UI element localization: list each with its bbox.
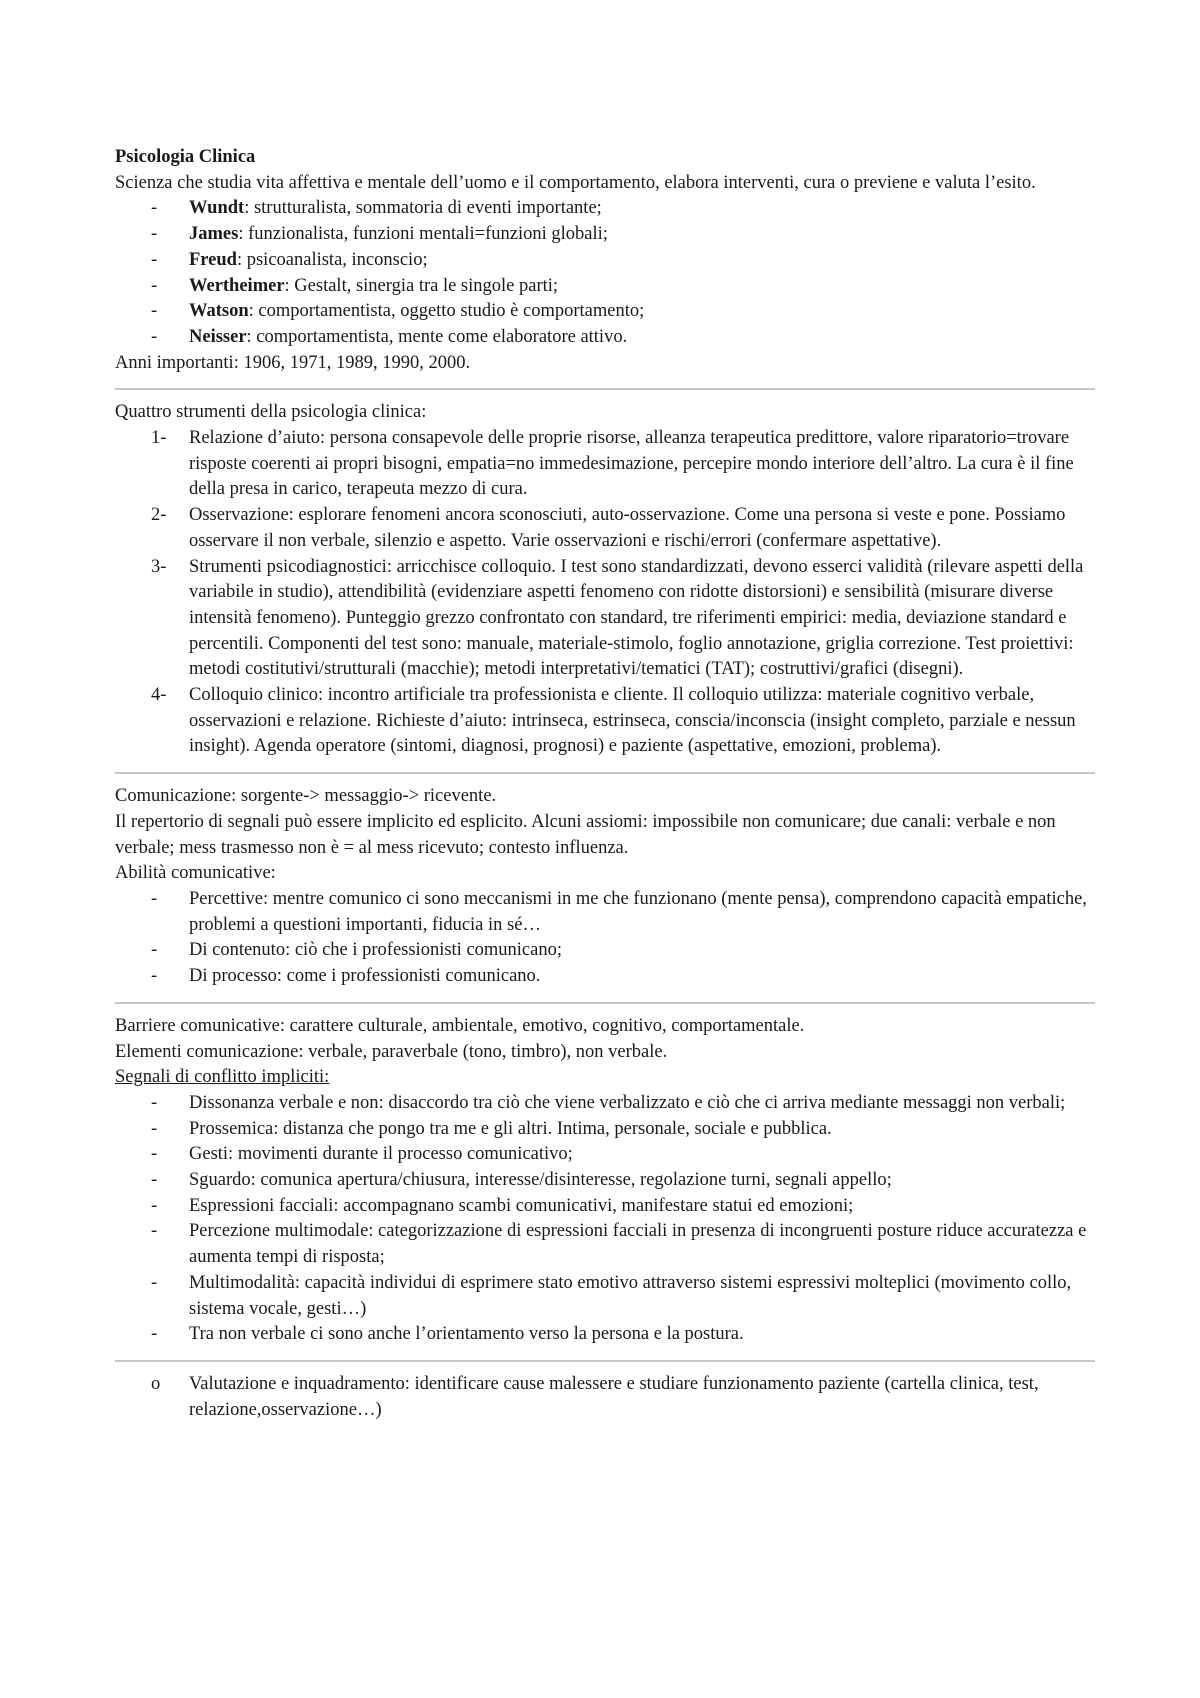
bullet-dash: -: [151, 275, 158, 296]
bullet-dash: -: [151, 224, 158, 245]
document-title: Psicologia Clinica: [115, 147, 256, 167]
list-number: 3-: [151, 556, 167, 577]
bullet-dash: -: [151, 940, 158, 961]
list-item: [115, 1372, 1095, 1423]
list-item: [115, 555, 1095, 684]
intro-paragraph: Scienza che studia vita affettiva e mentale dell’uomo e il comportamento, elabora interventi, cura o previene e valuta l’esito.: [115, 172, 1036, 193]
elements-line: Elementi comunicazione: verbale, paraverbale (tono, timbro), non verbale.: [115, 1041, 668, 1062]
psychologists-list: [115, 196, 1095, 350]
list-item-text: Di processo: come i professionisti comunicano.: [189, 966, 541, 987]
list-item: [115, 1194, 1095, 1220]
bullet-dash: -: [151, 1221, 158, 1242]
list-number: 4-: [151, 685, 167, 706]
bullet-dash: -: [151, 888, 158, 909]
list-item: [115, 196, 1095, 222]
bullet-dash: -: [151, 1170, 158, 1191]
list-item-text: Percettive: mentre comunico ci sono meccanismi in me che funzionano (mente pensa), comprendono capacità empatiche, problemi a questioni importanti, fiducia in sé…: [189, 888, 1087, 935]
psychologist-name: Wundt: [189, 198, 245, 219]
psychologist-name: Wertheimer: [189, 275, 285, 296]
list-item-text: Espressioni facciali: accompagnano scambi comunicativi, manifestare statui ed emozioni;: [189, 1195, 854, 1216]
list-item: [115, 222, 1095, 248]
conflict-signals-heading: Segnali di conflitto impliciti:: [115, 1067, 330, 1088]
list-number: 2-: [151, 505, 167, 526]
psychologist-description: : comportamentista, oggetto studio è comportamento;: [248, 301, 645, 322]
section-divider: [115, 1002, 1095, 1004]
list-item-text: Percezione multimodale: categorizzazione di espressioni facciali in presenza di incongruenti posture riduce accuratezza e aumenta tempi di risposta;: [189, 1221, 1087, 1268]
list-item: [115, 683, 1095, 760]
bullet-dash: -: [151, 249, 158, 270]
list-item: [115, 1271, 1095, 1322]
list-item: [115, 248, 1095, 274]
list-item: [115, 299, 1095, 325]
list-item-text: Strumenti psicodiagnostici: arricchisce colloquio. I test sono standardizzati, devono esserci validità (rilevare aspetti della variabile in studio), attendibilità (evidenziare aspetti fenomeno con ridotte distorsioni) e sensibilità (misurare diverse intensità fenomeno). Punteggio grezzo confrontato con standard, tre riferimenti empirici: media, deviazione standard e percentili. Componenti del test sono: manuale, materiale-stimolo, foglio annotazione, griglia correzione. Test proiettivi: metodi costitutivi/strutturali (macchie); metodi interpretativi/tematici (TAT); costruttivi/grafici (disegni).: [189, 556, 1084, 680]
list-item: [115, 887, 1095, 938]
list-item: [115, 938, 1095, 964]
psychologist-name: Watson: [189, 301, 249, 322]
bullet-dash: -: [151, 326, 158, 347]
assessment-list: [115, 1372, 1095, 1423]
bullet-dash: -: [151, 301, 158, 322]
list-item-text: Di contenuto: ciò che i professionisti comunicano;: [189, 940, 562, 961]
list-item: [115, 503, 1095, 554]
psychologist-name: James: [189, 224, 239, 245]
list-item: [115, 426, 1095, 503]
list-item: [115, 1117, 1095, 1143]
psychologist-description: : comportamentista, mente come elaboratore attivo.: [246, 326, 628, 347]
bullet-dash: -: [151, 1144, 158, 1165]
document-body: [115, 145, 1095, 1423]
list-item-text: Dissonanza verbale e non: disaccordo tra ciò che viene verbalizzato e ciò che ci arriva mediante messaggi non verbali;: [189, 1092, 1066, 1113]
psychologist-description: : funzionalista, funzioni mentali=funzioni globali;: [238, 224, 608, 245]
skills-list: [115, 887, 1095, 990]
list-item: [115, 1168, 1095, 1194]
conflict-signals-list: [115, 1091, 1095, 1348]
psychologist-description: : psicoanalista, inconscio;: [236, 249, 428, 270]
psychologist-name: Neisser: [189, 326, 247, 347]
list-item: [115, 1219, 1095, 1270]
important-years: Anni importanti: 1906, 1971, 1989, 1990, 2000.: [115, 352, 471, 373]
tools-list: [115, 426, 1095, 760]
section-divider: [115, 772, 1095, 774]
list-item: [115, 964, 1095, 990]
list-item-text: Relazione d’aiuto: persona consapevole delle proprie risorse, alleanza terapeutica predittore, valore riparatorio=trovare risposte coerenti ai propri bisogni, empatia=no immedesimazione, percepire mondo interiore dell’altro. La cura è il fine della presa in carico, terapeuta mezzo di cura.: [189, 428, 1074, 500]
list-item: [115, 1322, 1095, 1348]
bullet-dash: -: [151, 198, 158, 219]
psychologist-description: : strutturalista, sommatoria di eventi importante;: [244, 198, 602, 219]
list-item-text: Tra non verbale ci sono anche l’orientamento verso la persona e la postura.: [189, 1324, 744, 1345]
barriers-line: Barriere comunicative: carattere culturale, ambientale, emotivo, cognitivo, comportamentale.: [115, 1015, 805, 1036]
list-item: [115, 325, 1095, 351]
list-item-text: Gesti: movimenti durante il processo comunicativo;: [189, 1144, 573, 1165]
section-divider: [115, 388, 1095, 390]
tools-heading: Quattro strumenti della psicologia clinica:: [115, 402, 427, 423]
skills-heading: Abilità comunicative:: [115, 863, 276, 884]
bullet-dash: -: [151, 1272, 158, 1293]
section-divider: [115, 1360, 1095, 1362]
list-item-text: Sguardo: comunica apertura/chiusura, interesse/disinteresse, regolazione turni, segnali appello;: [189, 1170, 892, 1191]
communication-line: Comunicazione: sorgente-> messaggio-> ricevente.: [115, 786, 497, 807]
signals-paragraph: Il repertorio di segnali può essere implicito ed esplicito. Alcuni assiomi: impossibile non comunicare; due canali: verbale e non verbale; mess trasmesso non è = al mess ricevuto; contesto influenza.: [115, 811, 1056, 858]
bullet-circle: o: [151, 1373, 161, 1394]
psychologist-name: Freud: [189, 249, 237, 270]
bullet-dash: -: [151, 1195, 158, 1216]
list-number: 1-: [151, 428, 167, 449]
bullet-dash: -: [151, 1324, 158, 1345]
psychologist-description: : Gestalt, sinergia tra le singole parti;: [284, 275, 559, 296]
list-item-text: Colloquio clinico: incontro artificiale tra professionista e cliente. Il colloquio utilizza: materiale cognitivo verbale, osservazioni e relazione. Richieste d’aiuto: intrinseca, estrinseca, conscia/inconscia (insight completo, parziale e nessun insight). Agenda operatore (sintomi, diagnosi, prognosi) e paziente (aspettative, emozioni, problema).: [189, 685, 1076, 757]
list-item: [115, 274, 1095, 300]
bullet-dash: -: [151, 1092, 158, 1113]
list-item: [115, 1091, 1095, 1117]
bullet-dash: -: [151, 966, 158, 987]
bullet-dash: -: [151, 1118, 158, 1139]
list-item-text: Valutazione e inquadramento: identificare cause malessere e studiare funzionamento paziente (cartella clinica, test, relazione,osservazione…): [189, 1373, 1039, 1420]
list-item-text: Osservazione: esplorare fenomeni ancora sconosciuti, auto-osservazione. Come una persona si veste e pone. Possiamo osservare il non verbale, silenzio e aspetto. Varie osservazioni e rischi/errori (confermare aspettative).: [189, 505, 1066, 551]
list-item: [115, 1142, 1095, 1168]
list-item-text: Prossemica: distanza che pongo tra me e gli altri. Intima, personale, sociale e pubblica.: [189, 1118, 832, 1139]
list-item-text: Multimodalità: capacità individui di esprimere stato emotivo attraverso sistemi espressivi molteplici (movimento collo, sistema vocale, gesti…): [189, 1272, 1072, 1319]
